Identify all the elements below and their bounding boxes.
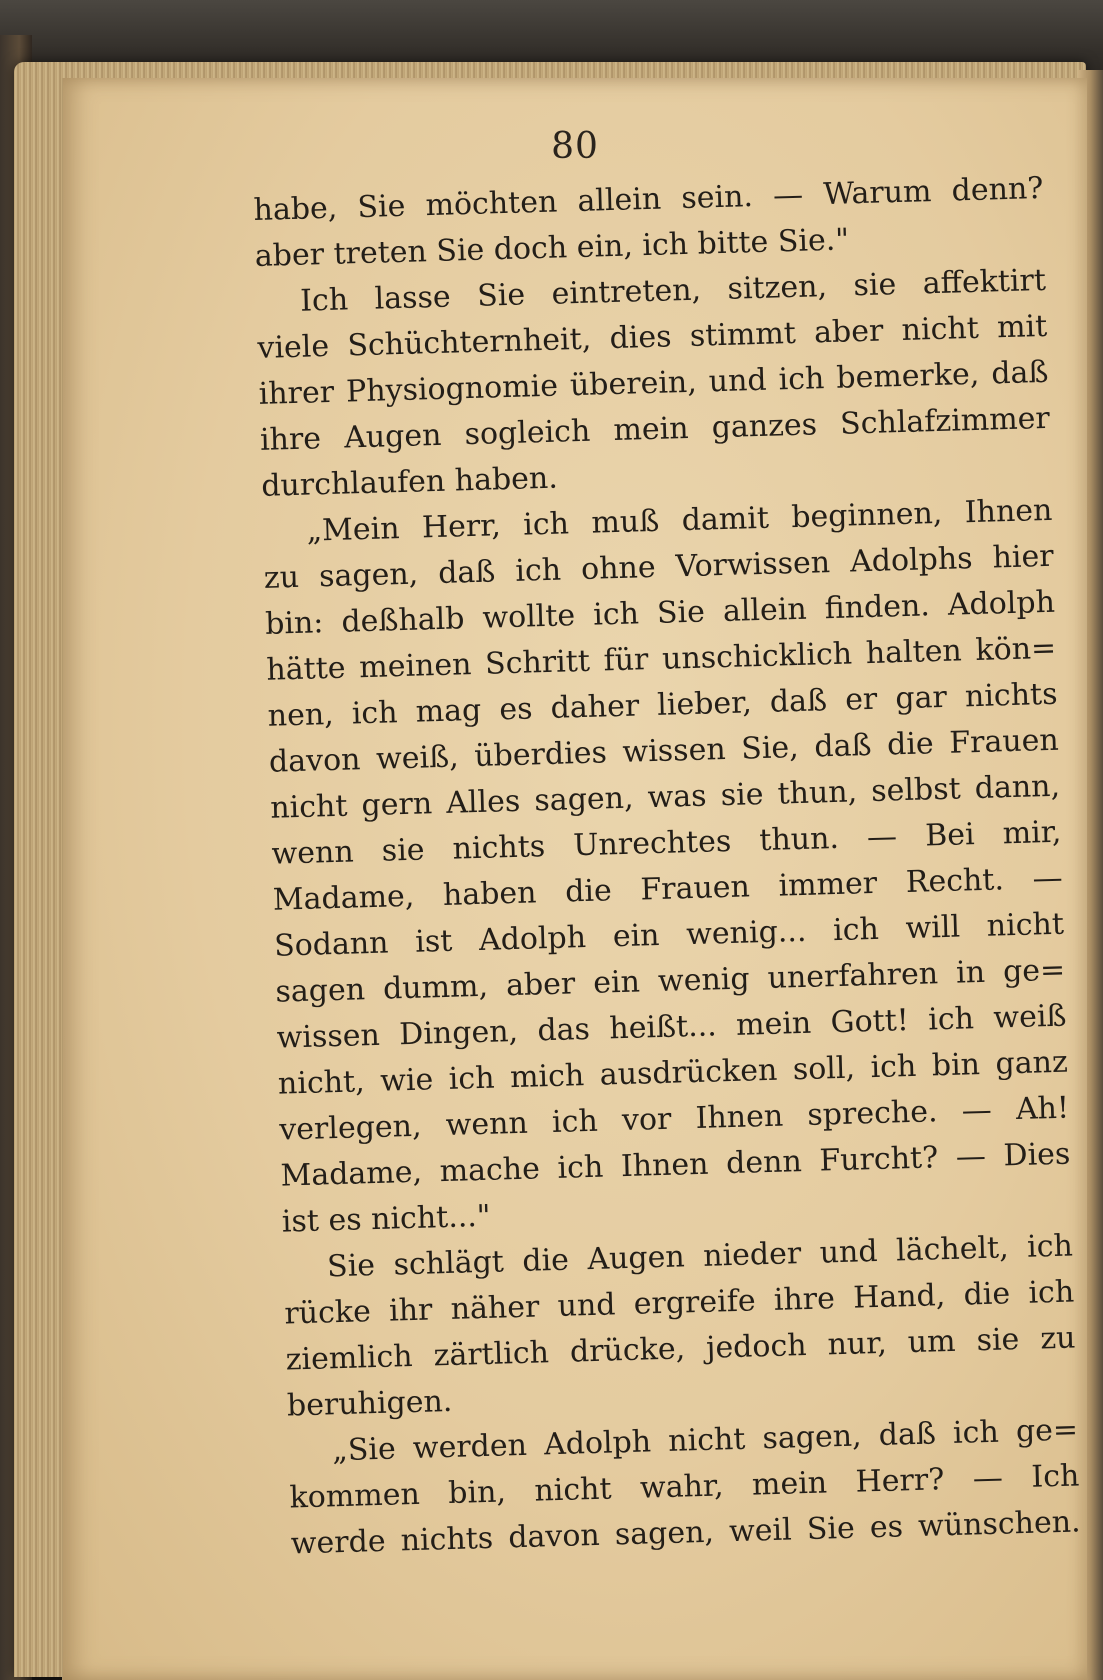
text-line: bin: deßhalb wollte ich Sie allein finden. Adolph bbox=[264, 584, 1056, 642]
text-line: Sodann ist Adolph ein wenig... ich will nicht bbox=[273, 906, 1065, 964]
text-line: hätte meinen Schritt für unschicklich halten kön= bbox=[265, 630, 1057, 688]
body-text bbox=[253, 166, 1081, 1568]
text-line: werde nichts davon sagen, weil Sie es wünschen. bbox=[290, 1504, 1082, 1562]
text-line: davon weiß, überdies wissen Sie, daß die Frauen bbox=[268, 722, 1060, 780]
text-line: wenn sie nichts Unrechtes thun. — Bei mir, bbox=[271, 814, 1062, 872]
text-line: ziemlich zärtlich drücke, jedoch nur, um sie zu bbox=[285, 1320, 1076, 1378]
text-line: wissen Dingen, das heißt... mein Gott! ich weiß bbox=[276, 998, 1067, 1056]
text-line: rücke ihr näher und ergreife ihre Hand, die ich bbox=[283, 1274, 1075, 1332]
text-line: Madame, haben die Frauen immer Recht. — bbox=[272, 860, 1064, 918]
text-line: sagen dumm, aber ein wenig unerfahren in ge= bbox=[274, 952, 1066, 1010]
text-line: verlegen, wenn ich vor Ihnen spreche. — Ah! bbox=[278, 1090, 1070, 1148]
text-line: nicht gern Alles sagen, was sie thun, selbst dann, bbox=[269, 768, 1061, 826]
text-line: ihrer Physiognomie überein, und ich bemerke, daß bbox=[258, 354, 1049, 412]
text-line: zu sagen, daß ich ohne Vorwissen Adolphs hier bbox=[263, 538, 1055, 596]
text-line: Sie schlägt die Augen nieder und lächelt, ich bbox=[326, 1228, 1074, 1285]
text-line: viele Schüchternheit, dies stimmt aber nicht mit bbox=[256, 308, 1048, 366]
text-line: Ich lasse Sie eintreten, sitzen, sie affektirt bbox=[299, 262, 1047, 319]
page-number: 80 bbox=[551, 126, 599, 167]
text-line: ihre Augen sogleich mein ganzes Schlafzimmer bbox=[259, 400, 1051, 458]
text-line: aber treten Sie doch ein, ich bitte Sie." bbox=[254, 222, 850, 274]
book-page bbox=[62, 78, 1087, 1680]
text-line: habe, Sie möchten allein sein. — Warum denn? bbox=[253, 170, 1044, 228]
text-line: nicht, wie ich mich ausdrücken soll, ich bin ganz bbox=[277, 1044, 1069, 1102]
text-line: ist es nicht..." bbox=[281, 1198, 492, 1240]
text-line: beruhigen. bbox=[286, 1383, 453, 1424]
text-line: „Mein Herr, ich muß damit beginnen, Ihnen bbox=[306, 492, 1053, 549]
text-line: kommen bin, nicht wahr, mein Herr? — Ich bbox=[289, 1458, 1080, 1516]
text-line: durchlaufen haben. bbox=[260, 460, 559, 504]
text-line: „Sie werden Adolph nicht sagen, daß ich ge= bbox=[331, 1412, 1079, 1469]
text-line: nen, ich mag es daher lieber, daß er gar nichts bbox=[267, 676, 1058, 734]
text-line: Madame, mache ich Ihnen denn Furcht? — Dies bbox=[280, 1136, 1071, 1194]
